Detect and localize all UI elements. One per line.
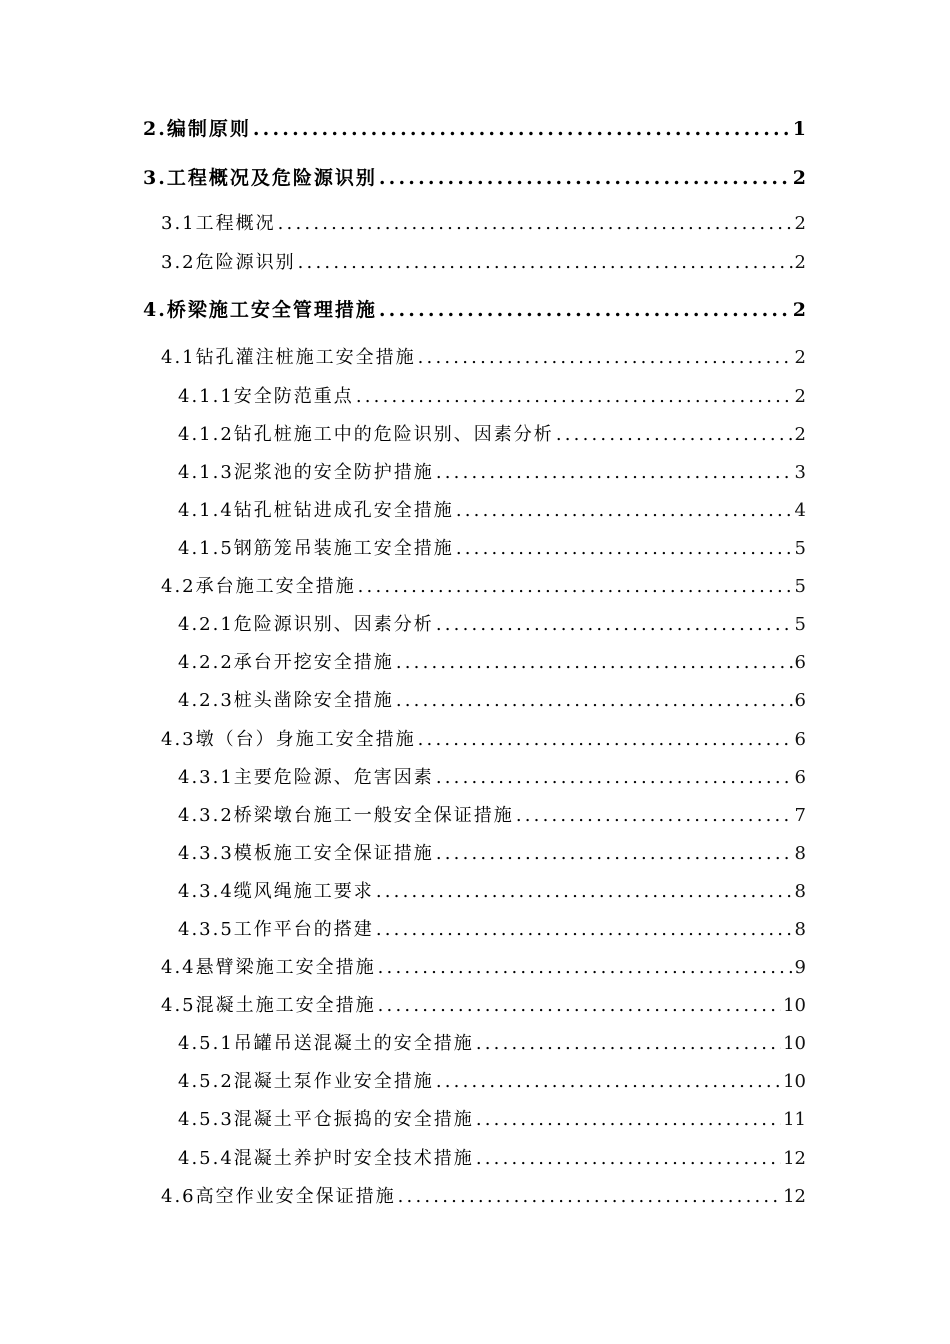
toc-page-number: 1 <box>792 118 806 140</box>
toc-entry-label: 4.2承台施工安全措施 <box>161 576 356 597</box>
toc-entry-label: 4.3.5工作平台的搭建 <box>178 919 374 940</box>
toc-entry[interactable] <box>178 1105 806 1135</box>
toc-dot-leader <box>556 420 793 450</box>
toc-entry[interactable] <box>178 1067 806 1097</box>
toc-page-number: 6 <box>794 690 806 711</box>
toc-entry-label: 4.3.3模板施工安全保证措施 <box>178 843 434 864</box>
toc-page-number: 2 <box>794 386 806 407</box>
toc-page-number: 5 <box>794 614 806 635</box>
toc-page-number: 5 <box>794 538 806 559</box>
toc-entry-label: 4.3.2桥梁墩台施工一般安全保证措施 <box>178 805 514 826</box>
toc-page-number: 6 <box>794 767 806 788</box>
toc-entry[interactable] <box>178 801 806 831</box>
toc-dot-leader <box>379 295 791 325</box>
toc-dot-leader <box>476 1029 781 1059</box>
toc-page-number: 2 <box>792 299 806 321</box>
toc-page-number: 10 <box>783 1071 806 1092</box>
toc-page-number: 12 <box>783 1148 806 1169</box>
toc-entry[interactable] <box>178 382 806 412</box>
toc-dot-leader <box>396 686 793 716</box>
toc-entry[interactable] <box>178 839 806 869</box>
toc-entry[interactable] <box>143 114 806 144</box>
toc-entry[interactable] <box>178 610 806 640</box>
toc-dot-leader <box>378 991 781 1021</box>
toc-entry-label: 3.2危险源识别 <box>161 252 296 273</box>
toc-dot-leader <box>418 725 793 755</box>
toc-entry[interactable] <box>161 343 806 373</box>
toc-dot-leader <box>476 1105 781 1135</box>
toc-entry[interactable] <box>178 686 806 716</box>
toc-entry[interactable] <box>161 248 806 278</box>
toc-dot-leader <box>358 572 793 602</box>
toc-entry[interactable] <box>161 725 806 755</box>
toc-entry-label: 4.3墩（台）身施工安全措施 <box>161 729 416 750</box>
toc-entry-label: 4.6高空作业安全保证措施 <box>161 1186 396 1207</box>
toc-page-number: 8 <box>794 843 806 864</box>
toc-dot-leader <box>356 382 793 412</box>
toc-dot-leader <box>436 839 793 869</box>
toc-entry-label: 4.3.1主要危险源、危害因素 <box>178 767 434 788</box>
toc-dot-leader <box>436 763 793 793</box>
toc-dot-leader <box>436 458 793 488</box>
toc-page-number: 2 <box>794 213 806 234</box>
toc-dot-leader <box>456 534 793 564</box>
toc-entry-label: 4.1.4钻孔桩钻进成孔安全措施 <box>178 500 454 521</box>
toc-entry-label: 4.2.1危险源识别、因素分析 <box>178 614 434 635</box>
toc-page-number: 6 <box>794 729 806 750</box>
toc-dot-leader <box>398 1182 781 1212</box>
toc-dot-leader <box>376 877 793 907</box>
toc-dot-leader <box>376 915 793 945</box>
toc-dot-leader <box>253 114 791 144</box>
toc-dot-leader <box>378 953 793 983</box>
toc-entry-label: 4.5混凝土施工安全措施 <box>161 995 376 1016</box>
toc-page-number: 3 <box>794 462 806 483</box>
toc-entry[interactable] <box>143 163 806 193</box>
toc-dot-leader <box>476 1144 781 1174</box>
toc-page-number: 10 <box>783 995 806 1016</box>
toc-page-number: 11 <box>783 1109 806 1130</box>
toc-entry[interactable] <box>178 458 806 488</box>
toc-entry-label: 4.3.4缆风绳施工要求 <box>178 881 374 902</box>
toc-entry[interactable] <box>161 991 806 1021</box>
toc-dot-leader <box>298 248 793 278</box>
toc-entry[interactable] <box>178 648 806 678</box>
toc-entry[interactable] <box>161 1182 806 1212</box>
toc-entry[interactable] <box>178 534 806 564</box>
toc-entry-label: 3.工程概况及危险源识别 <box>143 167 377 189</box>
toc-entry-label: 4.2.3桩头凿除安全措施 <box>178 690 394 711</box>
toc-entry[interactable] <box>178 420 806 450</box>
toc-entry[interactable] <box>161 953 806 983</box>
toc-page-number: 9 <box>794 957 806 978</box>
toc-dot-leader <box>516 801 793 831</box>
toc-entry-label: 4.1.2钻孔桩施工中的危险识别、因素分析 <box>178 424 554 445</box>
toc-entry-label: 4.1钻孔灌注桩施工安全措施 <box>161 347 416 368</box>
toc-entry-label: 4.5.4混凝土养护时安全技术措施 <box>178 1148 474 1169</box>
toc-dot-leader <box>396 648 793 678</box>
toc-entry[interactable] <box>178 1144 806 1174</box>
toc-entry-label: 4.1.5钢筋笼吊装施工安全措施 <box>178 538 454 559</box>
toc-dot-leader <box>436 610 793 640</box>
toc-page-number: 12 <box>783 1186 806 1207</box>
toc-entry[interactable] <box>178 496 806 526</box>
toc-page-number: 8 <box>794 881 806 902</box>
toc-entry[interactable] <box>178 763 806 793</box>
toc-entry-label: 4.5.1吊罐吊送混凝土的安全措施 <box>178 1033 474 1054</box>
toc-page-number: 2 <box>792 167 806 189</box>
toc-entry-label: 4.5.3混凝土平仓振捣的安全措施 <box>178 1109 474 1130</box>
toc-page-number: 7 <box>794 805 806 826</box>
toc-page-number: 4 <box>794 500 806 521</box>
toc-page-number: 2 <box>794 424 806 445</box>
toc-entry[interactable] <box>161 209 806 239</box>
toc-page-number: 10 <box>783 1033 806 1054</box>
toc-entry-label: 4.1.3泥浆池的安全防护措施 <box>178 462 434 483</box>
toc-entry-label: 2.编制原则 <box>143 118 251 140</box>
toc-page-number: 8 <box>794 919 806 940</box>
toc-entry[interactable] <box>178 915 806 945</box>
toc-dot-leader <box>436 1067 781 1097</box>
toc-entry[interactable] <box>178 877 806 907</box>
toc-entry-label: 3.1工程概况 <box>161 213 276 234</box>
toc-entry-label: 4.桥梁施工安全管理措施 <box>143 299 377 321</box>
toc-dot-leader <box>379 163 791 193</box>
toc-entry-label: 4.5.2混凝土泵作业安全措施 <box>178 1071 434 1092</box>
toc-dot-leader <box>456 496 793 526</box>
toc-entry-label: 4.1.1安全防范重点 <box>178 386 354 407</box>
toc-entry[interactable] <box>143 295 806 325</box>
toc-entry[interactable] <box>178 1029 806 1059</box>
toc-dot-leader <box>278 209 793 239</box>
toc-page-number: 6 <box>794 652 806 673</box>
toc-dot-leader <box>418 343 793 373</box>
toc-page-number: 5 <box>794 576 806 597</box>
toc-page-number: 2 <box>794 252 806 273</box>
toc-entry[interactable] <box>161 572 806 602</box>
toc-page-number: 2 <box>794 347 806 368</box>
toc-entry-label: 4.4悬臂梁施工安全措施 <box>161 957 376 978</box>
toc-entry-label: 4.2.2承台开挖安全措施 <box>178 652 394 673</box>
